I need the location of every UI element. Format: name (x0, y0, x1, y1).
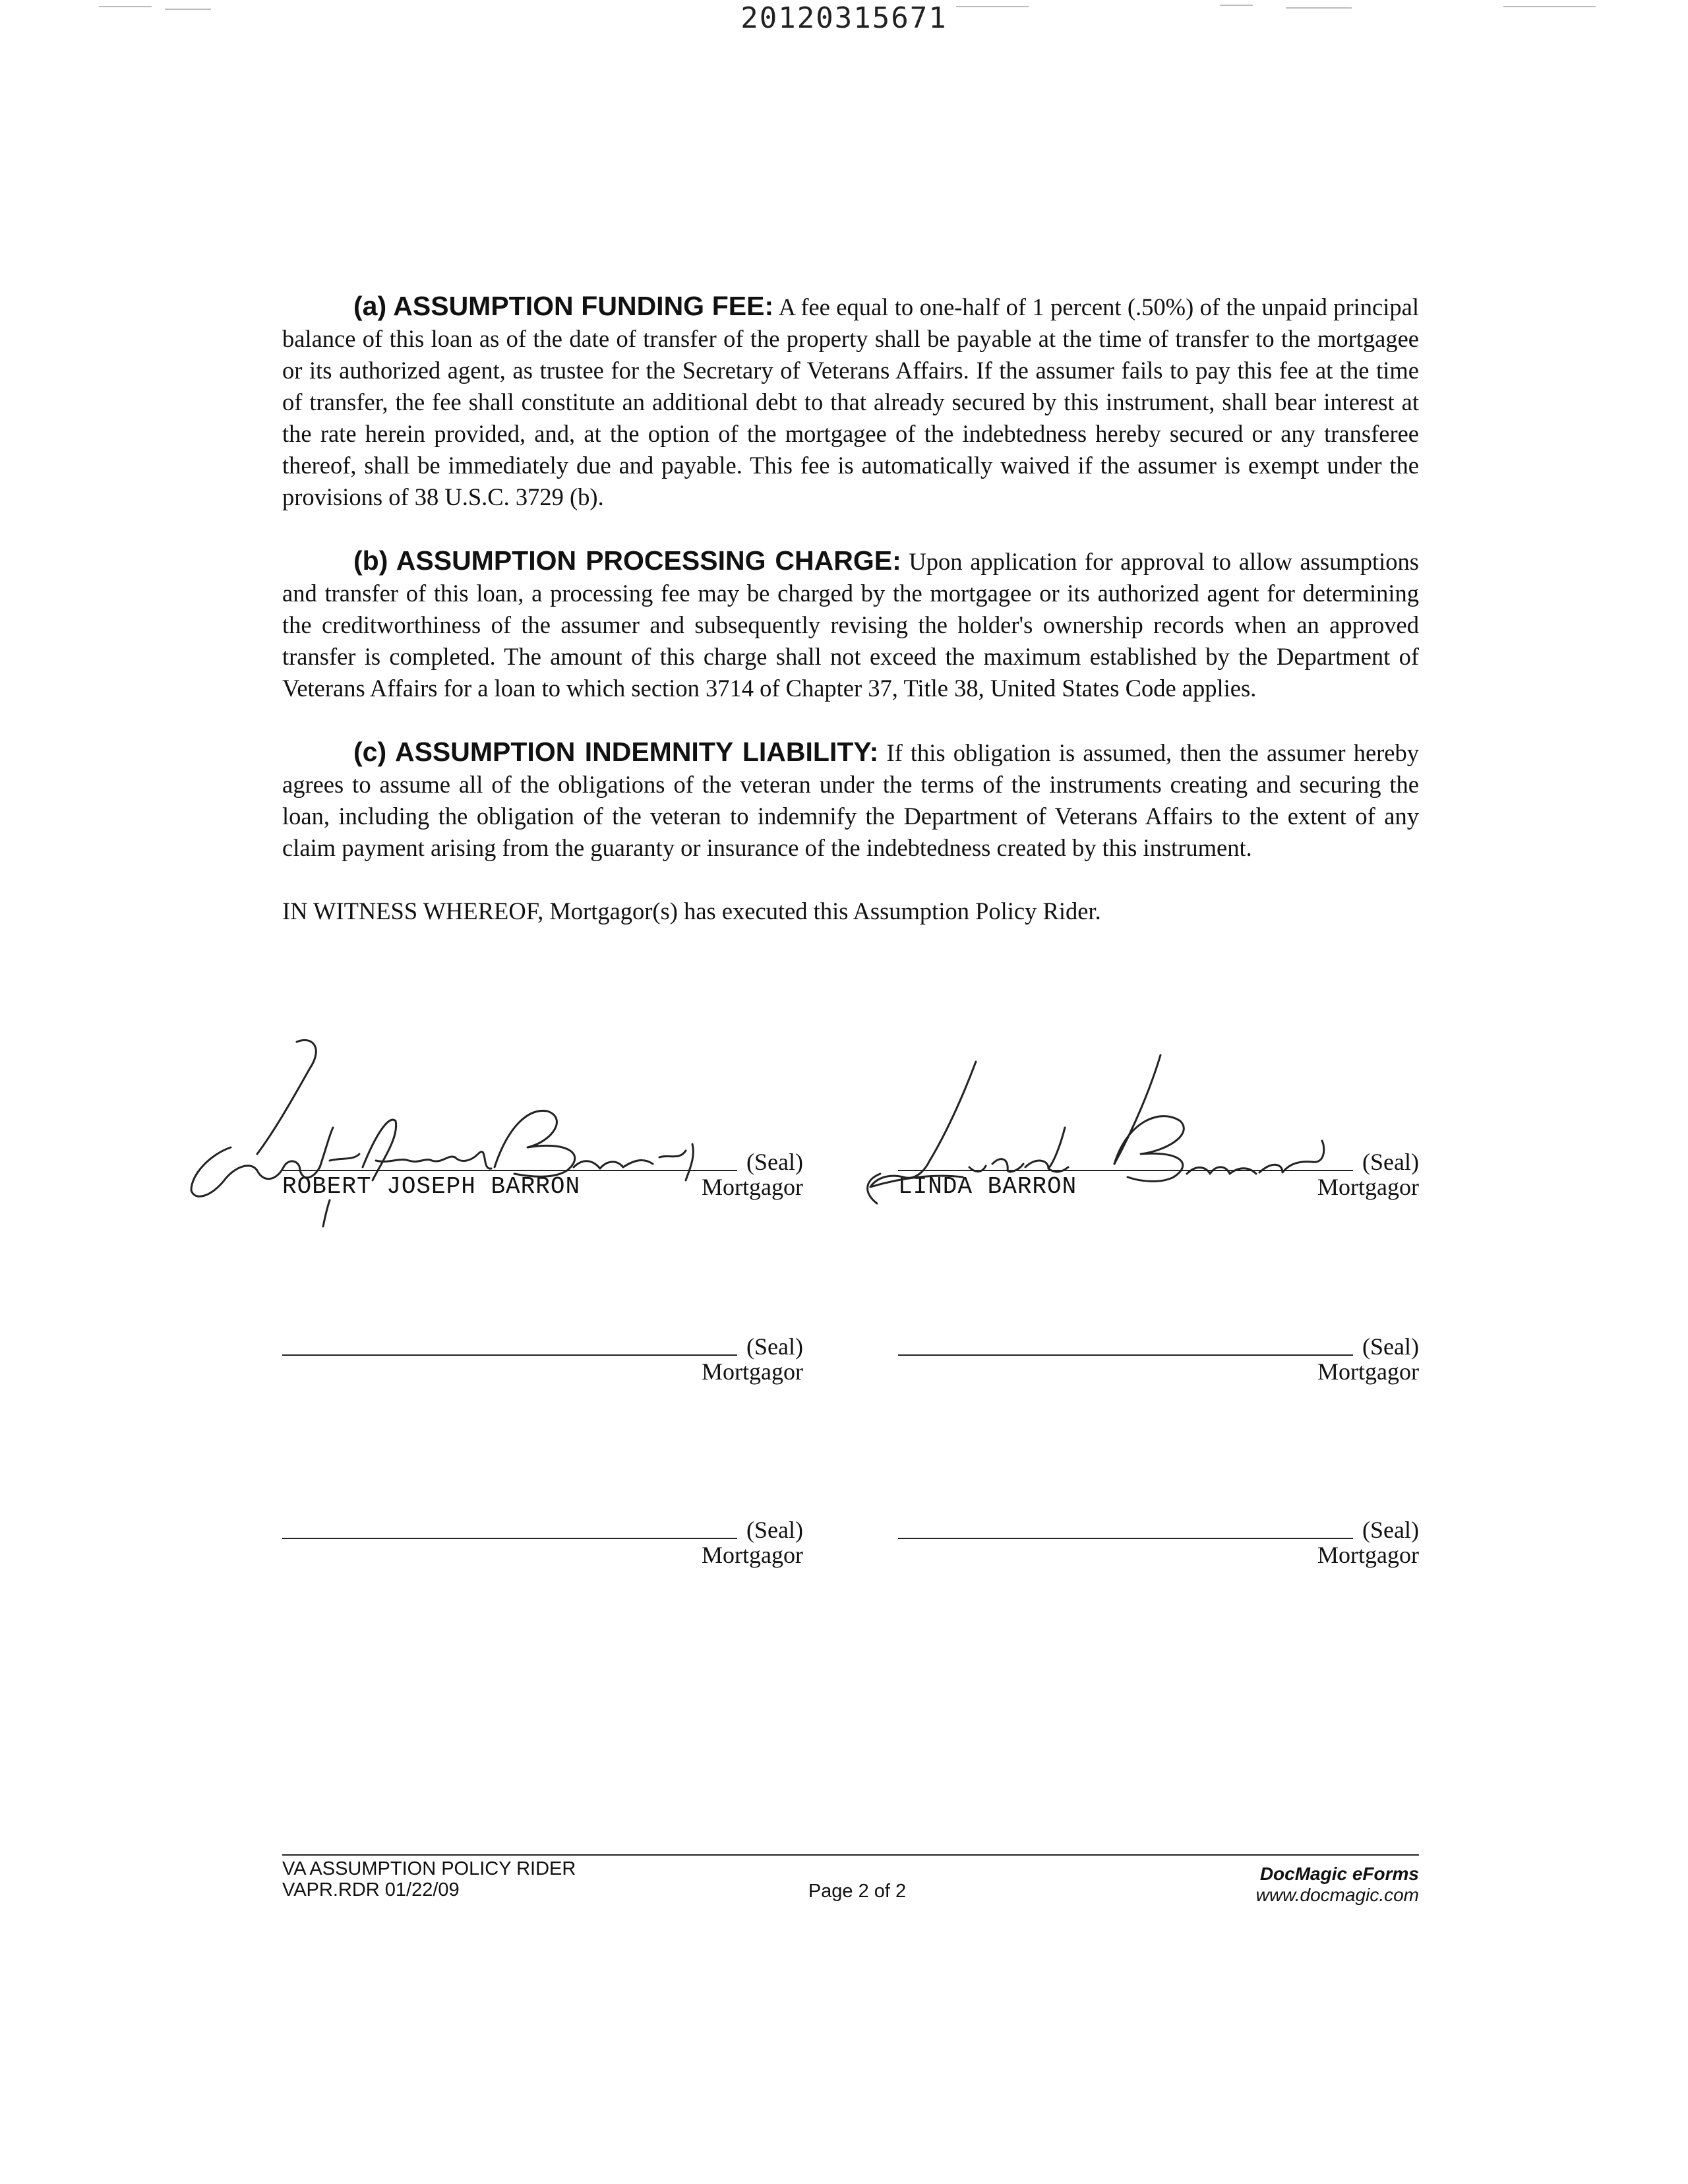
role-label: Mortgagor (702, 1542, 803, 1568)
page-number: Page 2 of 2 (808, 1881, 907, 1902)
printed-name: LINDA BARRON (898, 1173, 1077, 1200)
signature-line[interactable] (282, 1354, 737, 1356)
role-label: Mortgagor (702, 1358, 803, 1385)
paragraph-lead: (c) ASSUMPTION INDEMNITY LIABILITY: (353, 737, 879, 767)
signature-block-blank-1 (282, 1325, 803, 1398)
role-label: Mortgagor (702, 1174, 803, 1200)
seal-label: (Seal) (1362, 1333, 1419, 1360)
signature-block-blank-2 (898, 1325, 1419, 1398)
signature-line[interactable] (282, 1538, 737, 1539)
witness-statement: IN WITNESS WHEREOF, Mortgagor(s) has executed this Assumption Policy Rider. (282, 897, 1101, 925)
seal-label: (Seal) (746, 1517, 803, 1543)
signature-block-blank-3 (282, 1509, 803, 1581)
seal-label: (Seal) (746, 1333, 803, 1360)
signature-line[interactable] (898, 1354, 1353, 1356)
signature-line[interactable] (898, 1538, 1353, 1539)
paragraph-assumption-indemnity-liability (282, 736, 1419, 864)
footer-divider (282, 1854, 1419, 1856)
printed-name: ROBERT JOSEPH BARRON (282, 1173, 581, 1200)
form-code: VAPR.RDR 01/22/09 (282, 1879, 460, 1900)
role-label: Mortgagor (1317, 1542, 1419, 1568)
paragraph-assumption-processing-charge (282, 545, 1419, 704)
brand-url[interactable]: www.docmagic.com (1255, 1885, 1419, 1905)
role-label: Mortgagor (1317, 1358, 1419, 1385)
signature-linda-barron (851, 1042, 1352, 1213)
paragraph-text: A fee equal to one-half of 1 percent (.50%) of the unpaid principal balance of this loan as of the date of transfer of the property shall be payable at the time of transfer to the mortgagee or its authorized agent, as trustee for the Secretary of Veterans Affairs. If the assumer fails to pay this fee at the time of transfer, the fee shall constitute an additional debt to that already secured by this instrument, shall bear interest at the rate herein provided, and, at the option of the mortgagee of the indebtedness hereby secured or any transferee thereof, shall be immediately due and payable. This fee is automatically waived if the assumer is exempt under the provisions of 38 U.S.C. 3729 (b). (282, 293, 1419, 510)
rider-body (282, 290, 1419, 959)
document-number: 20120315671 (740, 1, 948, 35)
seal-label: (Seal) (1362, 1149, 1419, 1175)
paragraph-assumption-funding-fee (282, 290, 1419, 513)
paragraph-lead: (b) ASSUMPTION PROCESSING CHARGE: (353, 545, 901, 576)
paragraph-text: If this obligation is assumed, then the assumer hereby agrees to assume all of the obligations of the veteran under the terms of the instruments creating and securing the loan, including the obligation of the veteran to indemnify the Department of Veterans Affairs to the extent of any claim payment arising from the guaranty or insurance of the indebtedness created by this instrument. (282, 739, 1420, 861)
form-title: VA ASSUMPTION POLICY RIDER (282, 1858, 576, 1879)
scan-noise-marks (0, 0, 1688, 26)
signature-block-blank-4 (898, 1509, 1419, 1581)
seal-label: (Seal) (1362, 1517, 1419, 1543)
footer-form-info (282, 1858, 576, 1900)
seal-label: (Seal) (746, 1149, 803, 1175)
role-label: Mortgagor (1317, 1174, 1419, 1200)
footer-brand-info (1256, 1864, 1419, 1906)
brand-logo-text: DocMagic eForms (1259, 1864, 1419, 1884)
paragraph-lead: (a) ASSUMPTION FUNDING FEE: (353, 291, 774, 321)
paragraph-text: Upon application for approval to allow assumptions and transfer of this loan, a processing fee may be charged by the mortgagee or its authorized agent for determining the creditworthiness of the assumer and subsequently revising the holder's ownership records when an approved transfer is completed. The amount of this charge shall not exceed the maximum established by the Department of Veterans Affairs for a loan to which section 3714 of Chapter 37, Title 38, United States Code applies. (282, 548, 1419, 702)
signature-robert-joseph-barron (171, 1029, 738, 1227)
